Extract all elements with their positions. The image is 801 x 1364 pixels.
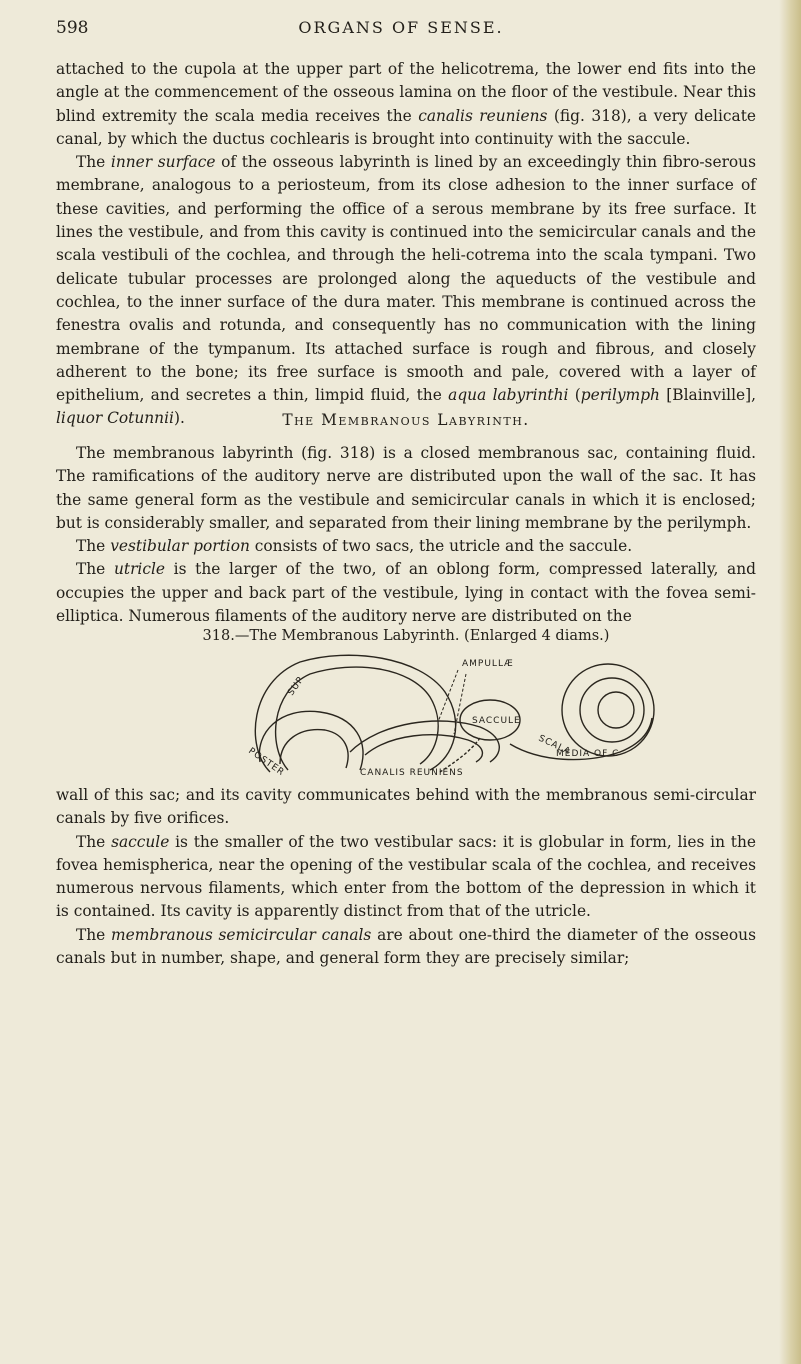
page-edge-shadow: [779, 0, 801, 1364]
text-run: (: [568, 386, 581, 405]
italic-term: membranous semicircular canals: [111, 925, 372, 944]
label-posterior: POSTER: [246, 746, 287, 778]
canal-horizontal: [350, 721, 499, 762]
italic-term: liquor Cotunnii: [56, 409, 174, 428]
page-header: [56, 14, 746, 44]
label-ampullae: AMPULLÆ: [462, 659, 514, 669]
label-saccule: SACCULE: [472, 716, 521, 726]
label-scala: SCALA: [536, 733, 573, 758]
paragraph-continuation: [56, 58, 756, 151]
text-run: attached to the cupola at the upper part of the helicotrema, the lower end fits into the angle at the commencement of the osseous lamina on the floor of the vestibule. Near this blind extremity the scala media receives the: [56, 60, 756, 125]
italic-term: aqua labyrinthi: [448, 386, 569, 405]
italic-term: vestibular portion: [110, 537, 250, 556]
label-canalis-reuniens: CANALIS REUNIENS: [360, 768, 464, 778]
text-run: The: [76, 153, 111, 172]
text-run: of the osseous labyrinth is lined by an exceedingly thin fibro-serous membrane, analogous to a periosteum, from its close adhesion to the inner surface of these cavities, and performing the office of a serous membrane by its free surface. It lines the vestibule, and from this cavity is continued into the semicircular canals and the scala vestibuli of the cochlea, and through the heli-cotrema into the scala tympani. Two delicate tubular processes are prolonged along the aqueducts of the vestibule and cochlea, to the inner surface of the dura mater. This membrane is continued across the fenestra ovalis and rotunda, and consequently has no communication with the lining membrane of the tympanum. Its attached surface is rough and fibrous, and closely adherent to the bone; its free surface is smooth and pale, covered with a layer of epithelium, and secretes a thin, limpid fluid, the: [56, 153, 756, 405]
label-media: MEDIA OF C: [556, 749, 620, 759]
italic-term: canalis reuniens: [418, 106, 548, 125]
text-run: is the larger of the two, of an oblong form, compressed laterally, and occupies the upper and back part of the vestibule, lying in contact with the fovea semi-elliptica. Numerous filaments of the auditory nerve are distributed on the: [56, 560, 756, 626]
italic-term: perilymph: [580, 386, 660, 405]
membranous-labyrinth-figure: [240, 652, 660, 778]
section-heading: The Membranous Labyrinth.: [282, 411, 530, 429]
text-run: The: [76, 925, 112, 944]
canal-posterior-inner: [280, 730, 348, 768]
paragraph-utricle-continued: wall of this sac; and its cavity communicates behind with the membranous semi-circular canals by five orifices.: [56, 786, 756, 828]
text-run: (fig. 318), a very delicate canal, by which the ductus cochlearis is brought into continuity with the saccule.: [56, 106, 756, 148]
italic-term: saccule: [111, 832, 170, 851]
italic-term: inner surface: [110, 153, 216, 172]
labyrinth-illustration: [240, 652, 660, 778]
paragraph-membranous-labyrinth: The membranous labyrinth (fig. 318) is a closed membranous sac, containing fluid. The ramifications of the auditory nerve are distributed upon the wall of the sac. It has the same general form as the vestibule and semicircular canals in which it is enclosed; but is considerably smaller, and separated from their lining membrane by the perilymph.: [56, 444, 756, 532]
text-run: is the smaller of the two vestibular sacs: it is globular in form, lies in the fovea hemispherica, near the opening of the vestibular scala of the cochlea, and receives numerous nervous filaments, which enter from the bottom of the depression in which it is contained. Its cavity is apparently distinct from that of the utricle.: [56, 832, 756, 921]
text-block-middle: [56, 442, 756, 628]
canal-horizontal-inner: [365, 735, 482, 762]
canal-outer: [255, 655, 455, 772]
label-superior: SUP: [286, 675, 307, 698]
paragraph-utricle: [56, 558, 756, 628]
figure-caption: 318.—The Membranous Labyrinth. (Enlarged 4 diams.): [202, 628, 610, 644]
text-run: consists of two sacs, the utricle and the saccule.: [249, 537, 633, 556]
italic-term: utricle: [113, 560, 165, 579]
paragraph-inner-surface: [56, 151, 756, 431]
cochlea-inner: [598, 692, 634, 728]
text-block-bottom: [56, 784, 756, 970]
text-run: The: [76, 537, 111, 556]
text-block-top: [56, 58, 756, 431]
text-run: The: [76, 560, 114, 579]
page-number: 598: [56, 18, 89, 38]
text-run: [Blainville],: [659, 386, 756, 405]
paragraph-vestibular-portion: [56, 535, 756, 558]
paragraph-saccule: [56, 831, 756, 924]
text-run: are about one-third the diameter of the osseous canals but in number, shape, and general form they are precisely similar;: [56, 925, 756, 968]
text-run: The: [76, 832, 112, 851]
ampulla-pointer-2: [454, 674, 466, 734]
running-title: ORGANS OF SENSE.: [298, 18, 504, 37]
text-run: ).: [173, 409, 185, 428]
paragraph-semicircular-canals: [56, 924, 756, 971]
